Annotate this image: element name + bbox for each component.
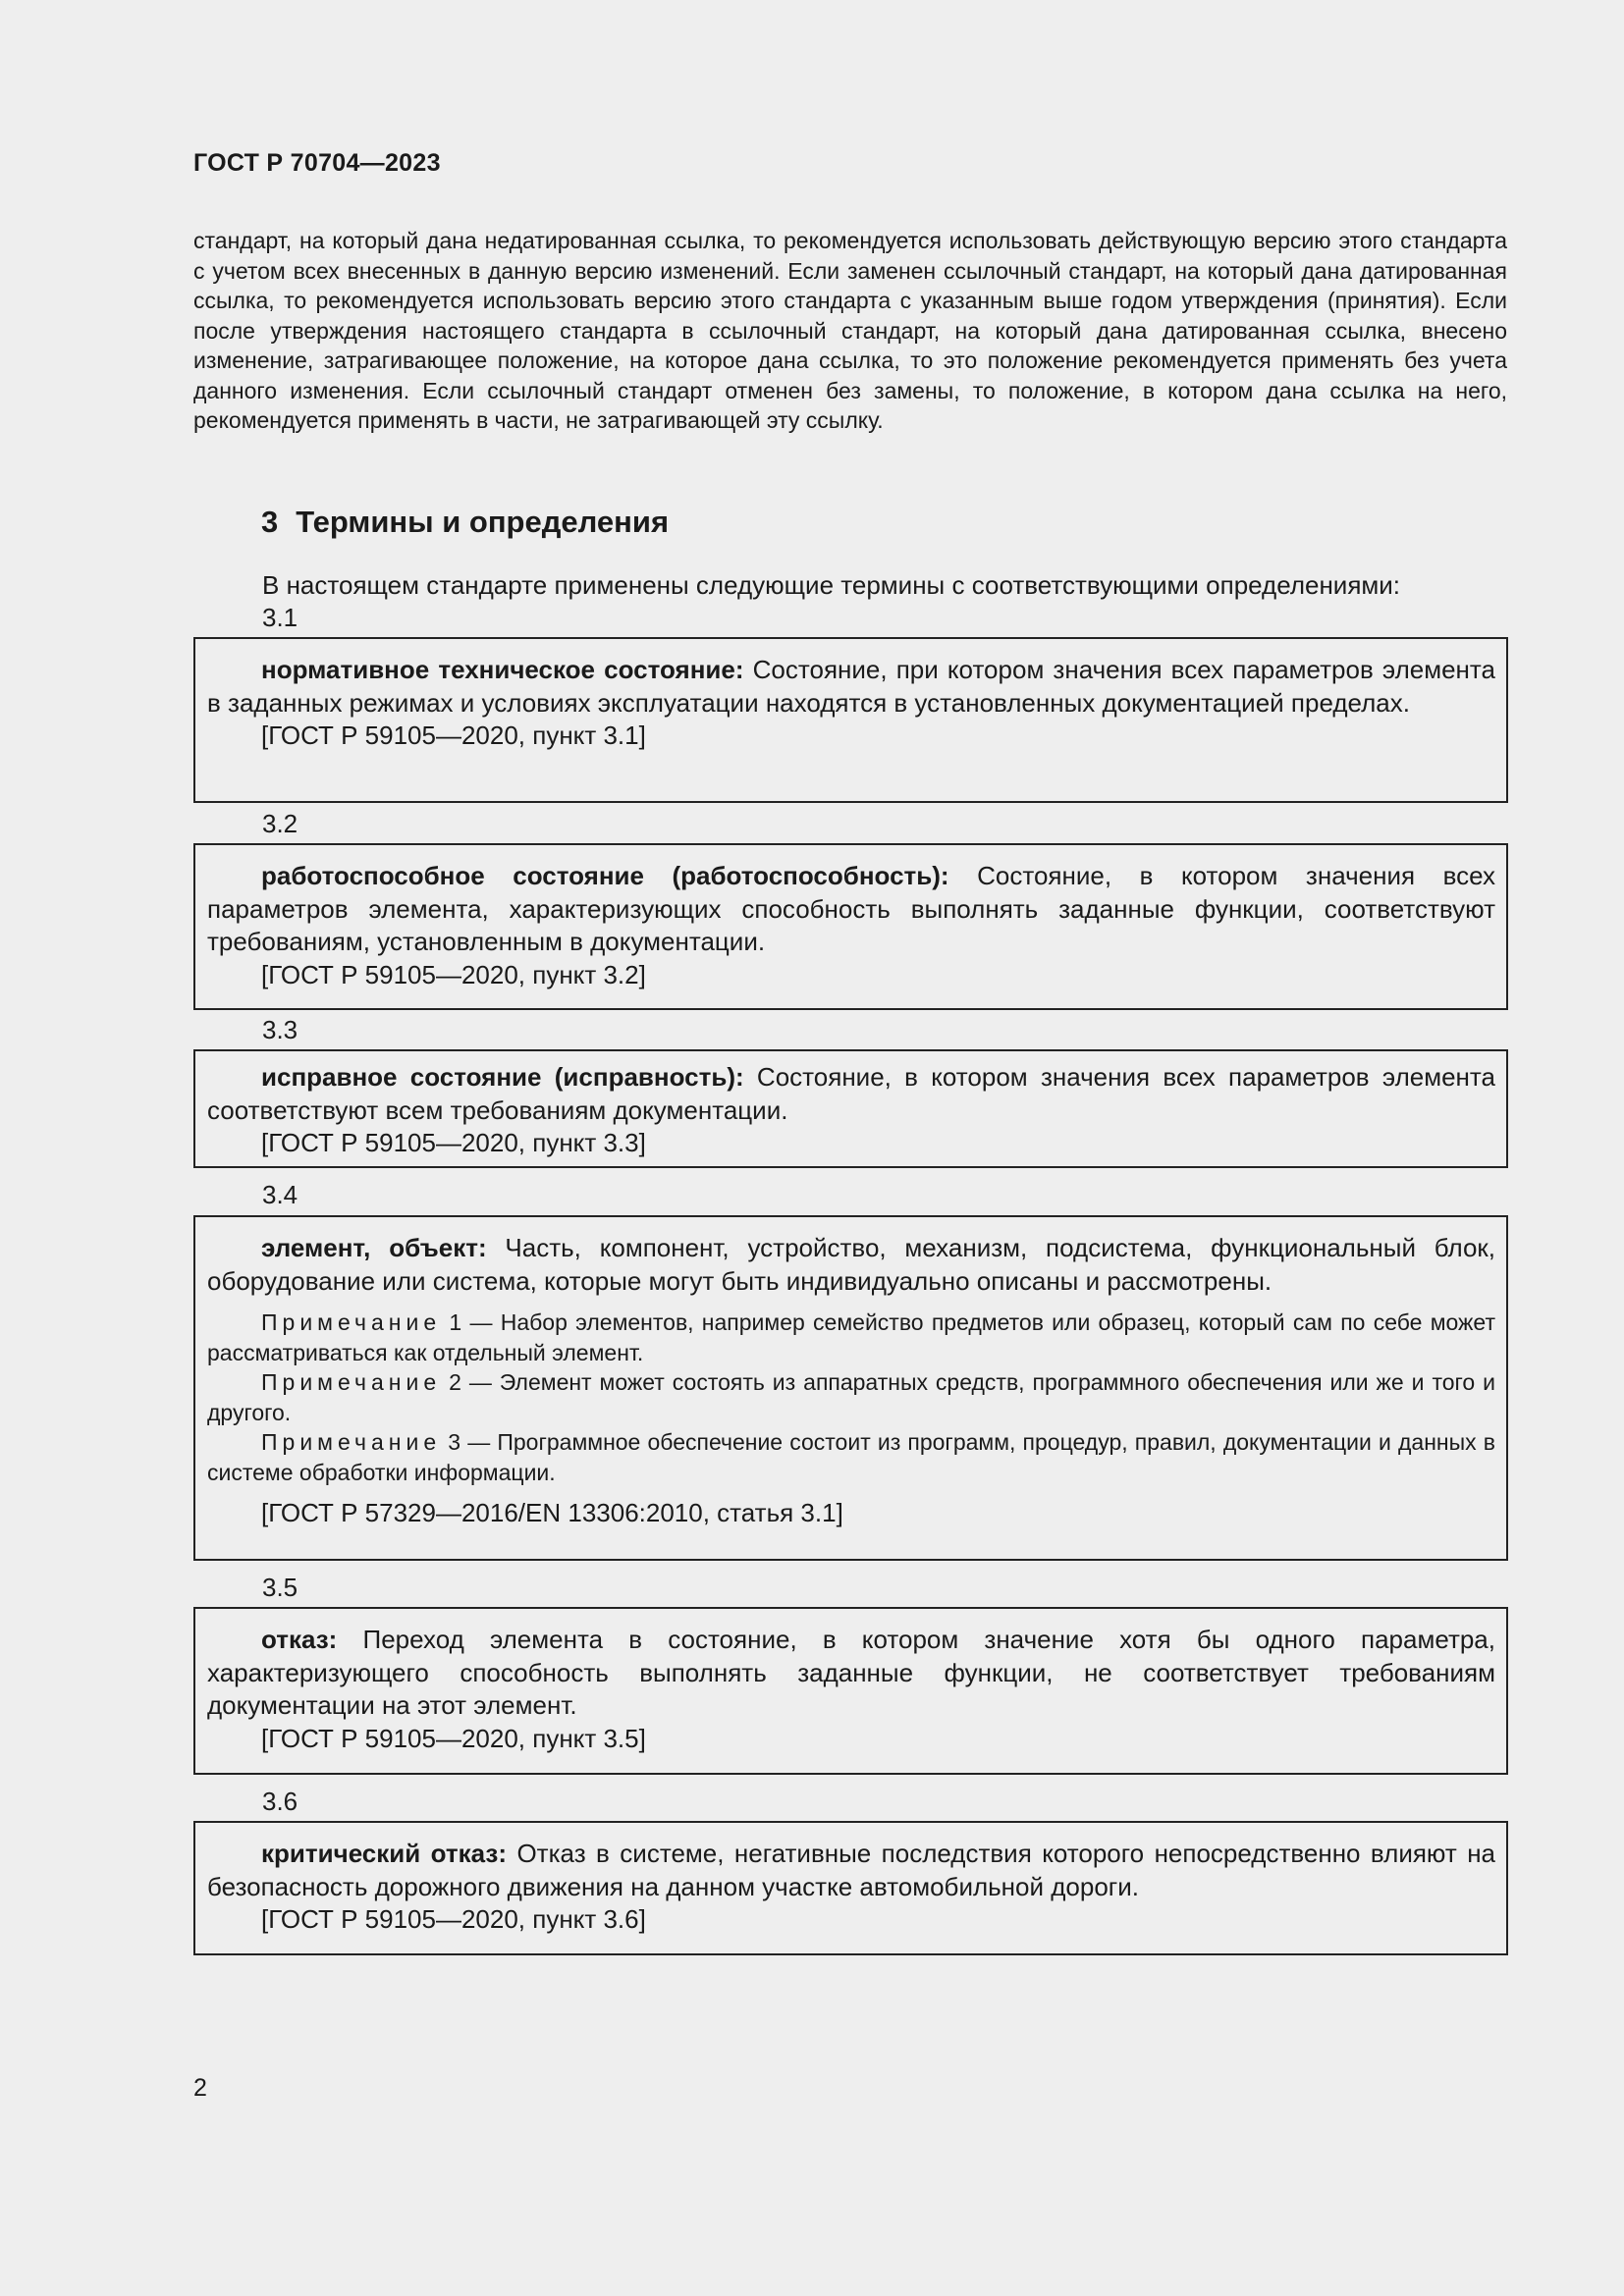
term-definition-box (193, 637, 1508, 803)
note-label: Примечание (261, 1309, 442, 1335)
term-definition-box (193, 1607, 1508, 1775)
term-definition-box (193, 843, 1508, 1010)
term-name: критический отказ: (261, 1839, 508, 1868)
section-intro: В настоящем стандарте применены следующие термины с соответствующими определениями: (262, 570, 1401, 600)
term-text: Часть, компонент, устройство, механизм, подсистема, функциональный блок, оборудование или система, которые могут быть индивидуально описаны и рассмотрены. (207, 1233, 1496, 1296)
term-notes (207, 1308, 1495, 1487)
term-text: Состояние, в котором значения всех параметров элемента, характеризующих способность выполнять заданные функции, соответствуют требованиям, установленным в документации. (207, 861, 1496, 956)
term-source: [ГОСТ Р 59105—2020, пункт 3.5] (261, 1723, 646, 1753)
term-source: [ГОСТ Р 59105—2020, пункт 3.2] (261, 959, 646, 989)
term-source: [ГОСТ Р 59105—2020, пункт 3.1] (261, 721, 646, 750)
term-definition-box (193, 1049, 1508, 1168)
section-heading (261, 505, 669, 540)
term-text: Состояние, при котором значения всех параметров элемента в заданных режимах и условиях эксплуатации находятся в установленных документацией пределах. (207, 655, 1495, 718)
note-text: 1 — Набор элементов, например семейство предметов или образец, который сам по себе может рассматриваться как отдельный элемент. (207, 1309, 1495, 1365)
term-name: исправное состояние (исправность): (261, 1062, 744, 1092)
term-name: отказ: (261, 1625, 338, 1654)
page-number: 2 (193, 2074, 207, 2102)
term-number: 3.1 (262, 603, 298, 632)
term-definition (207, 1624, 1495, 1723)
section-title: Термины и определения (296, 505, 670, 539)
term-definition (207, 860, 1495, 959)
term-definition-box (193, 1821, 1508, 1955)
term-definition-box (193, 1215, 1508, 1561)
term-number: 3.2 (262, 809, 298, 838)
term-text: Состояние, в котором значения всех параметров элемента соответствуют всем требованиям документации. (207, 1062, 1495, 1125)
term-number: 3.3 (262, 1015, 298, 1044)
term-source: [ГОСТ Р 59105—2020, пункт 3.6] (261, 1904, 646, 1934)
term-definition (207, 654, 1495, 720)
note-label: Примечание (261, 1429, 442, 1455)
note (207, 1367, 1495, 1427)
term-definition (207, 1838, 1495, 1903)
term-name: работоспособное состояние (работоспособность): (261, 861, 949, 890)
note (207, 1427, 1495, 1487)
section-number: 3 (261, 505, 279, 539)
term-source: [ГОСТ Р 57329—2016/EN 13306:2010, статья 3.1] (261, 1498, 843, 1527)
intro-text: стандарт, на который дана недатированная ссылка, то рекомендуется использовать действующую версию этого стандарта с учетом всех внесенных в данную версию изменений. Если заменен ссылочный стандарт, на который дана датированная ссылка, то рекомендуется использовать версию этого стандарта с указанным выше годом утверждения (принятия). Если после утверждения настоящего стандарта в ссылочный стандарт, на который дана датированная ссылка, внесено изменение, затрагивающее положение, на которое дана ссылка, то это положение рекомендуется применять без учета данного изменения. Если ссылочный стандарт отменен без замены, то положение, в котором дана ссылка на него, рекомендуется применять в части, не затрагивающей эту ссылку. (193, 228, 1507, 433)
document-code: ГОСТ Р 70704—2023 (193, 149, 441, 177)
term-text: Отказ в системе, негативные последствия которого непосредственно влияют на безопасность дорожного движения на данном участке автомобильной дороги. (207, 1839, 1496, 1901)
term-number: 3.6 (262, 1787, 298, 1816)
intro-paragraph (193, 226, 1507, 436)
term-source: [ГОСТ Р 59105—2020, пункт 3.3] (261, 1128, 646, 1157)
term-name: элемент, объект: (261, 1233, 487, 1262)
note-label: Примечание (261, 1369, 442, 1395)
note-text: 3 — Программное обеспечение состоит из программ, процедур, правил, документации и данных в системе обработки информации. (207, 1429, 1495, 1485)
term-definition (207, 1232, 1495, 1298)
term-number: 3.4 (262, 1180, 298, 1209)
term-definition (207, 1061, 1495, 1127)
note (207, 1308, 1495, 1367)
note-text: 2 — Элемент может состоять из аппаратных средств, программного обеспечения или же и того и другого. (207, 1369, 1495, 1425)
term-number: 3.5 (262, 1573, 298, 1602)
term-text: Переход элемента в состояние, в котором значение хотя бы одного параметра, характеризующего способность выполнять заданные функции, не соответствует требованиям документации на этот элемент. (207, 1625, 1495, 1720)
term-name: нормативное техническое состояние: (261, 655, 744, 684)
